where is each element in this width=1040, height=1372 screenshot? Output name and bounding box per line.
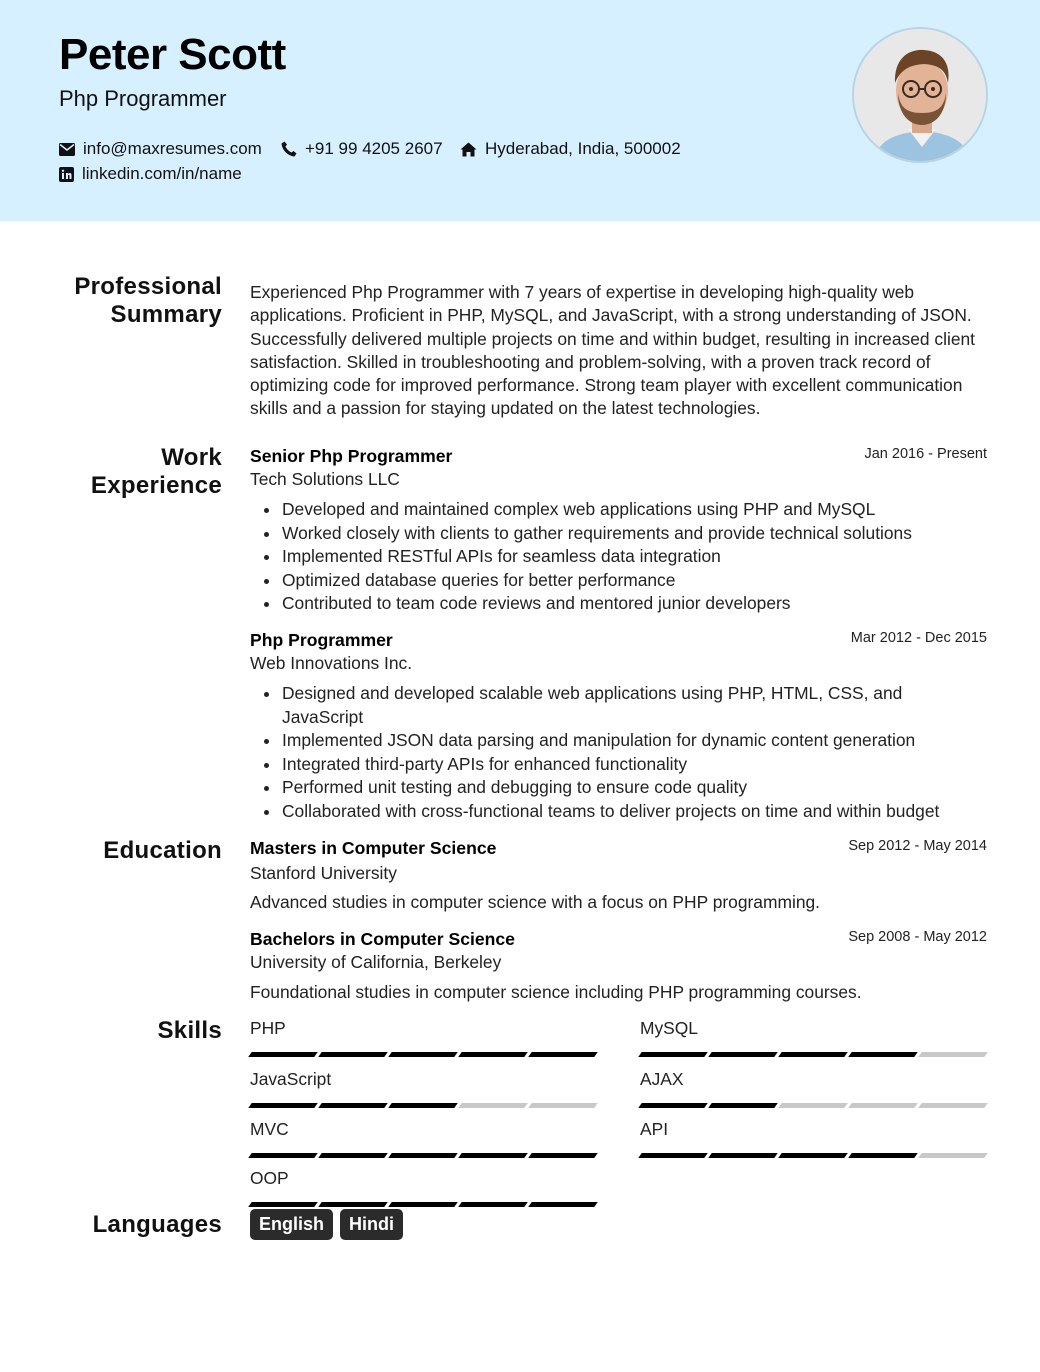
degree-title: Bachelors in Computer Science (250, 929, 515, 949)
skill-segment-filled (778, 1153, 848, 1158)
list-item: Contributed to team code reviews and mentored junior developers (282, 592, 988, 616)
profile-photo (852, 27, 988, 163)
phone-icon (281, 141, 297, 157)
skill-segment-empty (778, 1103, 848, 1108)
skill-ajax (640, 1069, 988, 1108)
phone-text: +91 99 4205 2607 (305, 139, 443, 158)
skill-segment-filled (248, 1202, 318, 1207)
job-dates: Jan 2016 - Present (864, 446, 987, 462)
avatar-illustration (854, 29, 988, 163)
skill-segment-filled (458, 1052, 528, 1057)
skill-segment-filled (248, 1103, 318, 1108)
skill-segment-filled (388, 1052, 458, 1057)
skill-label: MySQL (640, 1018, 698, 1038)
email-text: info@maxresumes.com (83, 139, 262, 158)
skill-level-bar (640, 1052, 988, 1057)
skill-segment-filled (708, 1153, 778, 1158)
contact-email[interactable] (59, 139, 262, 159)
skill-level-bar (250, 1103, 598, 1108)
linkedin-text: linkedin.com/in/name (82, 164, 242, 183)
skill-segment-filled (248, 1153, 318, 1158)
job-bullets (282, 498, 988, 616)
list-item: Performed unit testing and debugging to ensure code quality (282, 776, 988, 800)
skill-segment-empty (918, 1103, 988, 1108)
skill-segment-filled (528, 1052, 598, 1057)
job-company: Web Innovations Inc. (250, 653, 413, 673)
skill-oop (250, 1168, 598, 1207)
skill-label: MVC (250, 1119, 289, 1139)
skill-mysql (640, 1018, 988, 1057)
skill-segment-filled (848, 1052, 918, 1057)
skill-level-bar (250, 1153, 598, 1158)
list-item: Collaborated with cross-functional teams to deliver projects on time and within budget (282, 800, 988, 824)
contact-address (460, 139, 681, 159)
job-title: Senior Php Programmer (250, 446, 453, 466)
list-item: Developed and maintained complex web applications using PHP and MySQL (282, 498, 988, 522)
skill-php (250, 1018, 598, 1057)
degree-school: Stanford University (250, 863, 397, 883)
degree-title: Masters in Computer Science (250, 838, 497, 858)
job-title: Php Programmer (250, 630, 393, 650)
skill-segment-filled (458, 1153, 528, 1158)
skill-segment-empty (918, 1052, 988, 1057)
degree-description: Advanced studies in computer science with a focus on PHP programming. (250, 892, 820, 912)
skill-segment-filled (318, 1103, 388, 1108)
skill-segment-filled (388, 1153, 458, 1158)
skill-segment-filled (778, 1052, 848, 1057)
language-tag: English (250, 1209, 333, 1240)
skill-level-bar (640, 1103, 988, 1108)
language-tag: Hindi (340, 1209, 403, 1240)
section-title-experience: Work Experience (90, 444, 222, 499)
degree-dates: Sep 2008 - May 2012 (848, 929, 987, 945)
skill-label: JavaScript (250, 1069, 332, 1089)
skill-segment-filled (638, 1052, 708, 1057)
section-title-education: Education (103, 837, 222, 864)
skill-label: AJAX (640, 1069, 684, 1089)
candidate-title: Php Programmer (59, 86, 227, 111)
skill-segment-filled (638, 1153, 708, 1158)
skill-segment-filled (318, 1052, 388, 1057)
address-text: Hyderabad, India, 500002 (485, 139, 681, 158)
envelope-icon (59, 143, 75, 156)
list-item: Integrated third-party APIs for enhanced functionality (282, 753, 988, 777)
skill-segment-filled (388, 1103, 458, 1108)
skill-level-bar (250, 1052, 598, 1057)
list-item: Designed and developed scalable web applications using PHP, HTML, CSS, and JavaScript (282, 682, 988, 729)
skill-segment-empty (848, 1103, 918, 1108)
skill-segment-empty (458, 1103, 528, 1108)
skill-level-bar (640, 1153, 988, 1158)
skill-segment-filled (388, 1202, 458, 1207)
list-item: Optimized database queries for better performance (282, 569, 988, 593)
skill-segment-filled (248, 1052, 318, 1057)
contact-linkedin[interactable] (59, 164, 242, 184)
job-bullets (282, 682, 988, 823)
skill-mvc (250, 1119, 598, 1158)
candidate-name: Peter Scott (59, 30, 286, 79)
degree-description: Foundational studies in computer science including PHP programming courses. (250, 982, 862, 1002)
section-title-languages: Languages (92, 1211, 222, 1238)
skill-api (640, 1119, 988, 1158)
skill-segment-filled (318, 1202, 388, 1207)
skill-segment-filled (318, 1153, 388, 1158)
list-item: Implemented RESTful APIs for seamless data integration (282, 545, 988, 569)
skill-label: API (640, 1119, 669, 1139)
skill-level-bar (250, 1202, 598, 1207)
skill-segment-empty (528, 1103, 598, 1108)
skill-label: OOP (250, 1168, 289, 1188)
contact-phone[interactable] (281, 139, 443, 159)
job-dates: Mar 2012 - Dec 2015 (850, 630, 987, 646)
skill-segment-filled (458, 1202, 528, 1207)
language-list (250, 1209, 403, 1240)
skill-javascript (250, 1069, 598, 1108)
skill-segment-filled (638, 1103, 708, 1108)
skill-segment-empty (918, 1153, 988, 1158)
skill-segment-filled (848, 1153, 918, 1158)
section-title-summary: Professional Summary (74, 273, 222, 328)
list-item: Worked closely with clients to gather requirements and provide technical solutions (282, 522, 988, 546)
home-icon (460, 142, 477, 157)
list-item: Implemented JSON data parsing and manipulation for dynamic content generation (282, 729, 988, 753)
skill-segment-filled (528, 1153, 598, 1158)
skill-label: PHP (250, 1018, 286, 1038)
section-title-skills: Skills (157, 1017, 222, 1044)
degree-dates: Sep 2012 - May 2014 (848, 838, 987, 854)
summary-text: Experienced Php Programmer with 7 years of expertise in developing high-quality web applications. Proficient in PHP, MySQL, and JavaScript, with a strong understanding of JSON. Successfully delivered multiple projects on time and within budget, resulting in increased client satisfaction. Skilled in troubleshooting and problem-solving, with a proven track record of optimizing code for improved performance. Strong team player with excellent communication skills and a passion for staying updated on the latest technologies. (250, 282, 975, 419)
skill-segment-filled (708, 1052, 778, 1057)
linkedin-icon (59, 167, 74, 182)
degree-school: University of California, Berkeley (250, 952, 502, 972)
skill-segment-filled (708, 1103, 778, 1108)
job-company: Tech Solutions LLC (250, 469, 400, 489)
skill-segment-filled (528, 1202, 598, 1207)
